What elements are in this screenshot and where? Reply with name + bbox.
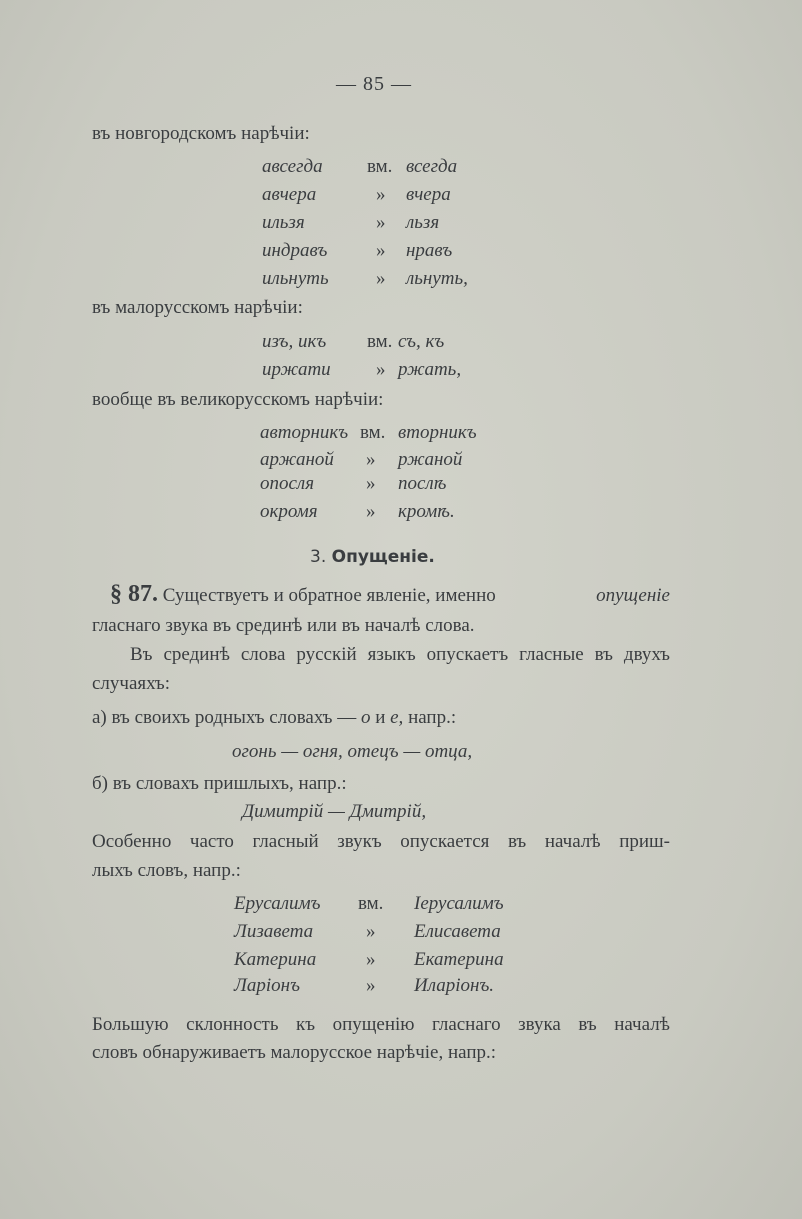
case-a-vowel-e: е, — [390, 707, 404, 728]
novgorod-row-3-form: ильзя — [262, 212, 305, 233]
section-sign: § 87. — [110, 581, 158, 607]
para87-line-1 — [110, 582, 670, 608]
malorus-row-2-standard: ржать, — [398, 359, 462, 380]
page-number: — 85 — — [336, 73, 412, 95]
names-row-1-form: Ерусалимъ — [234, 893, 321, 914]
malorus-row-1-standard: съ, къ — [398, 331, 445, 352]
names-row-4-standard: Иларіонъ. — [414, 975, 495, 996]
para-last-line-1: Большую склонность къ опущенію гласнаго звука въ началѣ — [92, 1014, 670, 1035]
novgorod-row-5-form: ильнуть — [262, 268, 329, 289]
velikorus-row-2-standard: ржаной — [398, 449, 463, 470]
names-row-4-marker: » — [366, 975, 376, 996]
velikorus-row-4-standard: кромѣ. — [398, 501, 455, 522]
section-title: Опущеніе. — [331, 547, 435, 567]
novgorod-row-3-standard: льзя — [406, 212, 440, 233]
velikorus-intro: вообще въ великорусскомъ нарѣчіи: — [92, 389, 384, 410]
novgorod-row-4-form: индравъ — [262, 240, 328, 261]
names-row-3-form: Катерина — [234, 949, 317, 970]
case-b-example: Димитрій — Дмитрій, — [242, 801, 427, 822]
malorus-intro: въ малорусскомъ нарѣчіи: — [92, 297, 303, 318]
novgorod-row-3-marker: » — [376, 212, 386, 233]
names-row-3-standard: Екатерина — [414, 949, 504, 970]
names-row-3-marker: » — [366, 949, 376, 970]
novgorod-intro: въ новгородскомъ нарѣчіи: — [92, 123, 310, 144]
para-mid-line-2: случаяхъ: — [92, 673, 171, 694]
velikorus-row-1-form: авторникъ — [260, 422, 349, 443]
novgorod-row-1-marker: вм. — [367, 156, 393, 177]
velikorus-row-4-marker: » — [366, 501, 376, 522]
para-start-line-2: лыхъ словъ, напр.: — [92, 860, 241, 881]
section-heading — [310, 545, 435, 569]
velikorus-row-1-standard: вторникъ — [398, 422, 477, 443]
para87-italic-term: опущеніе — [596, 585, 670, 606]
velikorus-row-1-marker: вм. — [360, 422, 386, 443]
names-row-4-form: Ларіонъ — [234, 975, 300, 996]
novgorod-row-4-marker: » — [376, 240, 386, 261]
velikorus-row-2-marker: » — [366, 449, 376, 470]
names-row-1-marker: вм. — [358, 893, 384, 914]
malorus-row-1-marker: вм. — [367, 331, 393, 352]
velikorus-row-3-marker: » — [366, 473, 376, 494]
section-number: 3. — [310, 547, 327, 567]
novgorod-row-1-standard: всегда — [406, 156, 458, 177]
novgorod-row-1-form: авсегда — [262, 156, 323, 177]
case-a-example: огонь — огня, отецъ — отца, — [232, 741, 473, 762]
names-row-2-marker: » — [366, 921, 376, 942]
para87-line-2: гласнаго звука въ срединѣ или въ началѣ слова. — [92, 615, 475, 636]
novgorod-row-2-form: авчера — [262, 184, 317, 205]
novgorod-row-5-marker: » — [376, 268, 386, 289]
case-a-vowel-o: о — [360, 707, 371, 728]
malorus-row-2-marker: » — [376, 359, 386, 380]
velikorus-row-4-form: окромя — [260, 501, 318, 522]
names-row-1-standard: Іерусалимъ — [414, 893, 504, 914]
novgorod-row-5-standard: льнуть, — [406, 268, 468, 289]
malorus-row-1-form: изъ, икъ — [262, 331, 327, 352]
velikorus-row-3-form: опосля — [260, 473, 315, 494]
case-a-prefix: а) въ своихъ родныхъ словахъ — — [92, 707, 357, 728]
para-start-line-1: Особенно часто гласный звукъ опускается въ началѣ приш- — [92, 831, 670, 852]
para87-text: Существуетъ и обратное явленіе, именно — [162, 585, 496, 606]
velikorus-row-2-form: аржаной — [260, 449, 334, 470]
case-b-line: б) въ словахъ пришлыхъ, напр.: — [92, 773, 347, 794]
velikorus-row-3-standard: послѣ — [398, 473, 447, 494]
novgorod-row-2-marker: » — [376, 184, 386, 205]
malorus-row-2-form: иржати — [262, 359, 331, 380]
case-a-line — [92, 706, 456, 730]
para-mid-line-1: Въ срединѣ слова русскій языкъ опускаетъ гласные въ двухъ — [130, 644, 670, 665]
novgorod-row-4-standard: нравъ — [406, 240, 453, 261]
novgorod-row-2-standard: вчера — [406, 184, 451, 205]
names-row-2-form: Лизавета — [234, 921, 314, 942]
names-row-2-standard: Елисавета — [414, 921, 501, 942]
case-a-and: и — [375, 707, 386, 728]
case-a-tail: напр.: — [408, 707, 457, 728]
para-last-line-2: словъ обнаруживаетъ малорусское нарѣчіе, напр.: — [92, 1042, 497, 1063]
